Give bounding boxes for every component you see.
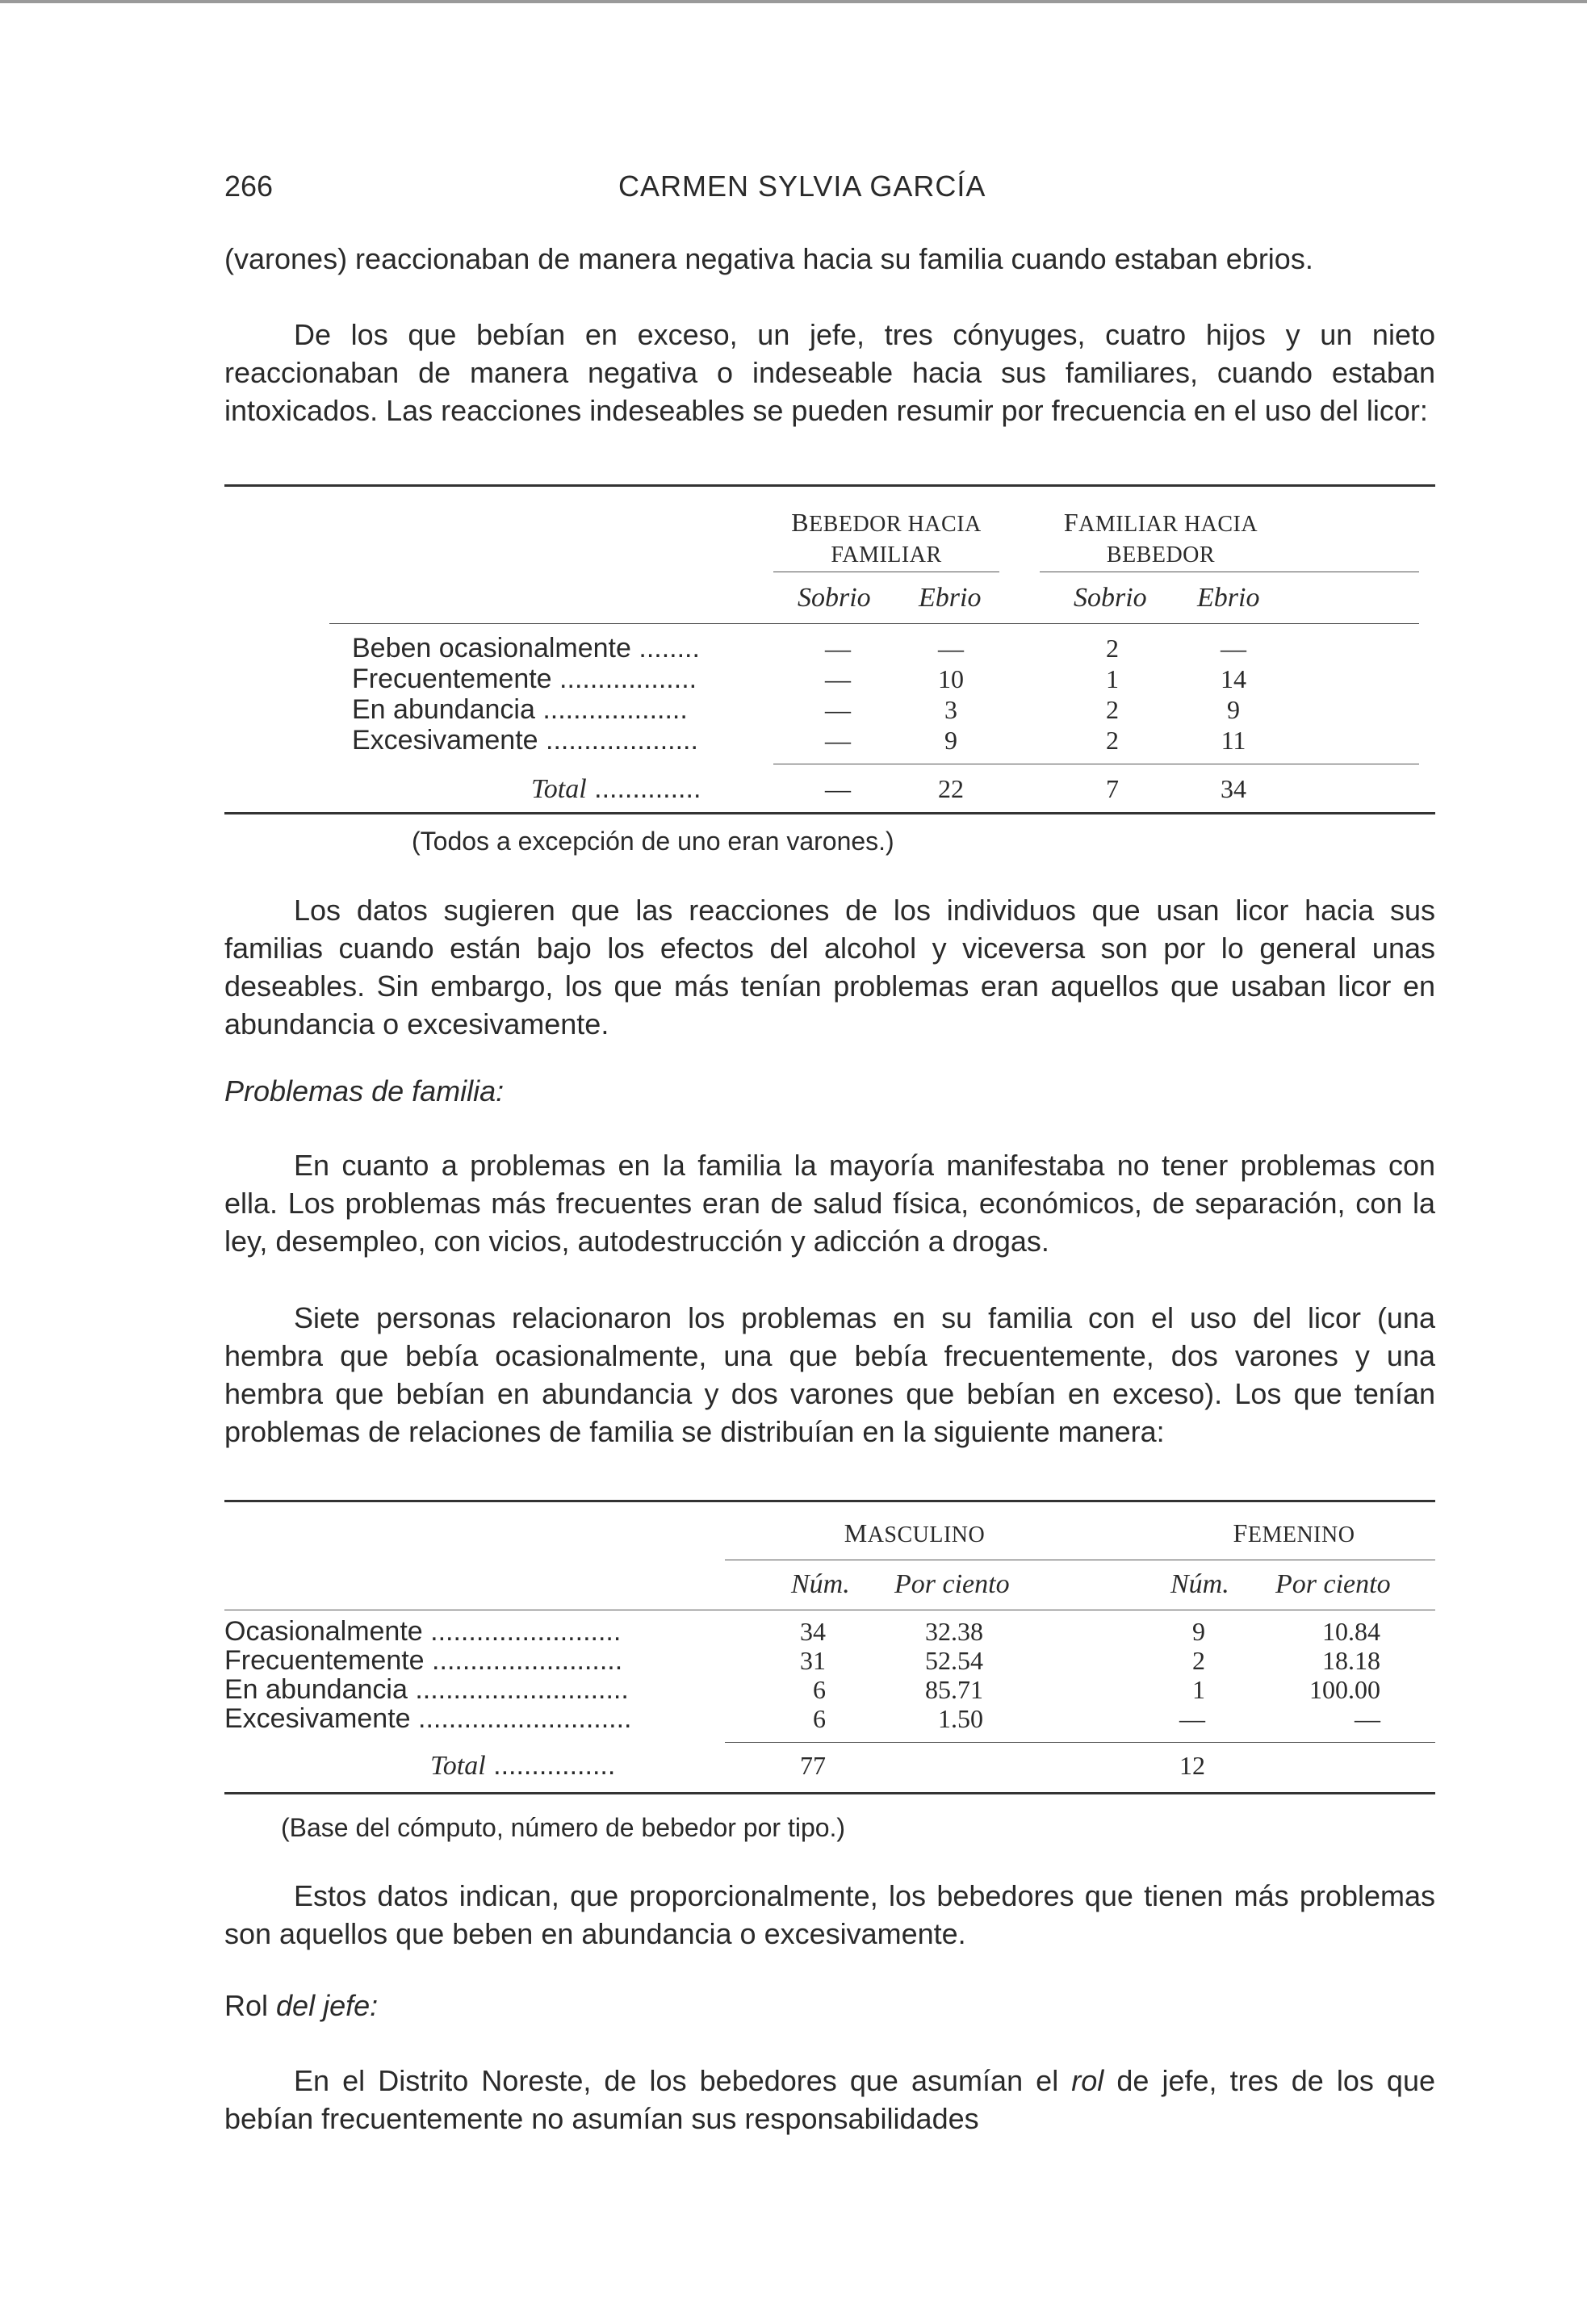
paragraph-3-text: Los datos sugieren que las reacciones de los individuos que usan licor hacia sus familias cuando están bajo los efectos del alcohol y viceversa son por lo general unas deseables. Sin embargo, los que más tenían problemas eran aquellos que usaban licor en abundancia o excesivamente.	[224, 894, 1435, 1041]
paragraph-7	[224, 2062, 1435, 2138]
table-2-cell: 6	[813, 1675, 826, 1704]
table-2-total-cell: 77	[800, 1751, 826, 1780]
table-1-row-label: Beben ocasionalmente ........	[352, 633, 700, 664]
paragraph-5-text: Siete personas relacionaron los problemas en su familia con el uso del licor (una hembra que bebía ocasionalmente, una que bebía frecuentemente, dos varones y una hembra que bebían en abundancia y dos varones que bebían en exceso). Los que tenían problemas de relaciones de familia se distribuían en la siguiente manera:	[224, 1301, 1435, 1448]
table-1-cell: 3	[944, 695, 957, 724]
section-heading-1	[224, 1072, 1435, 1110]
table-1-sub-ebrio-2: Ebrio	[1197, 583, 1260, 613]
paragraph-4-text: En cuanto a problemas en la familia la mayoría manifestaba no tener problemas con ella. Los problemas más frecuentes eran de salud física, económicos, de separación, con la ley, desempleo, con vicios, autodestrucción y adicción a drogas.	[224, 1149, 1435, 1258]
table-2-row-label: En abundancia ............................	[224, 1674, 629, 1705]
section-heading-2	[224, 1987, 1435, 2025]
table-2-bottom-rule	[224, 1792, 1435, 1794]
table-2-cell: 9	[1192, 1617, 1205, 1646]
table-1-total-cell: —	[825, 774, 851, 803]
paragraph-2-text: De los que bebían en exceso, un jefe, tres cónyuges, cuatro hijos y un nieto reaccionaban de manera negativa o indeseable hacia sus familiares, cuando estaban intoxicados. Las reacciones indeseables se pueden resumir por frecuencia en el uso del licor:	[224, 318, 1435, 427]
paragraph-6-text: Estos datos indican, que proporcionalmente, los bebedores que tienen más problemas son aquellos que beben en abundancia o excesivamente.	[224, 1879, 1435, 1950]
table-1-total-cell: 34	[1221, 774, 1246, 803]
table-2-sub-num-2: Núm.	[1170, 1569, 1229, 1599]
table-2-row-label: Ocasionalmente .........................	[224, 1616, 622, 1647]
paragraph-1	[224, 240, 1435, 278]
paragraph-3	[224, 891, 1435, 1043]
table-1-cell: 9	[944, 726, 957, 755]
table-2-total-rule	[725, 1742, 1435, 1743]
table-1-total-cell: 7	[1106, 774, 1119, 803]
paragraph-1-text: (varones) reaccionaban de manera negativa hacia su familia cuando estaban ebrios.	[224, 242, 1313, 275]
table-1-cell: 1	[1106, 664, 1119, 693]
table-2-total-label: Total ................	[430, 1750, 616, 1781]
table-2-cell: 18.18	[1322, 1646, 1380, 1675]
table-2-cell: —	[1179, 1704, 1205, 1733]
table-1-cell: —	[825, 664, 851, 693]
table-2-group-2-header: FEMENINO	[1233, 1518, 1355, 1547]
table-2-cell: 100.00	[1309, 1675, 1380, 1704]
table-1-cell: —	[825, 726, 851, 755]
table-1-header-rule	[329, 623, 1419, 624]
table-1-cell: —	[938, 634, 964, 663]
table-1-group-2-header: FAMILIAR HACIA BEBEDOR	[1063, 508, 1258, 567]
paragraph-6	[224, 1877, 1435, 1953]
table-1-top-rule	[224, 484, 1435, 487]
table-1-cell: 14	[1221, 664, 1246, 693]
table-2-cell: —	[1355, 1704, 1380, 1733]
paragraph-2	[224, 316, 1435, 429]
table-2-group-1-header: MASCULINO	[844, 1518, 986, 1547]
table-1-cell: —	[825, 634, 851, 663]
table-2-cell: 31	[800, 1646, 826, 1675]
table-1-sub-sobrio-1: Sobrio	[798, 583, 871, 613]
table-1-cell: 10	[938, 664, 964, 693]
table-2-row-label: Frecuentemente .........................	[224, 1645, 623, 1676]
table-1-total-label: Total ..............	[531, 773, 701, 804]
running-author: CARMEN SYLVIA GARCÍA	[618, 170, 986, 203]
running-header	[224, 170, 1435, 210]
table-1-cell: 9	[1227, 695, 1240, 724]
table-2-top-rule	[224, 1500, 1435, 1502]
table-2-sub-pct-1: Por ciento	[894, 1569, 1010, 1599]
table-1-sub-sobrio-2: Sobrio	[1074, 583, 1147, 613]
table-2-cell: 6	[813, 1704, 826, 1733]
page-top-edge	[0, 0, 1587, 3]
table-1-note: (Todos a excepción de uno eran varones.)	[412, 827, 894, 856]
section-heading-2-text: Rol del jefe:	[224, 1989, 379, 2022]
table-1	[224, 484, 1435, 856]
table-1-cell: —	[825, 695, 851, 724]
table-1-row-label: Excesivamente ....................	[352, 725, 698, 756]
table-2-sub-num-1: Núm.	[791, 1569, 850, 1599]
table-1-cell: 2	[1106, 695, 1119, 724]
table-2-note: (Base del cómputo, número de bebedor por tipo.)	[281, 1813, 846, 1842]
table-2-cell: 34	[800, 1617, 826, 1646]
table-2-cell: 1.50	[938, 1704, 983, 1733]
table-1-row-label: En abundancia ...................	[352, 694, 688, 725]
table-2-cell: 1	[1192, 1675, 1205, 1704]
table-1-cell: 11	[1221, 726, 1246, 755]
table-2-sub-pct-2: Por ciento	[1275, 1569, 1391, 1599]
paragraph-4	[224, 1146, 1435, 1260]
table-2-row-label: Excesivamente ............................	[224, 1703, 632, 1734]
table-2	[224, 1500, 1435, 1842]
table-1-cell: —	[1221, 634, 1246, 663]
table-1-cell: 2	[1106, 634, 1119, 663]
table-1-sub-ebrio-1: Ebrio	[919, 583, 982, 613]
page-number: 266	[224, 170, 274, 203]
section-heading-1-text: Problemas de familia:	[224, 1074, 505, 1108]
table-1-total-cell: 22	[938, 774, 964, 803]
table-2-cell: 2	[1192, 1646, 1205, 1675]
table-1-row-label: Frecuentemente ..................	[352, 664, 697, 694]
paragraph-7-text: En el Distrito Noreste, de los bebedores que asumían el rol de jefe, tres de los que bebían frecuentemente no asumían sus responsabilidades	[224, 2064, 1435, 2135]
table-2-cell: 52.54	[925, 1646, 983, 1675]
table-1-group-1-header: BEBEDOR HACIA FAMILIAR	[791, 508, 982, 567]
table-2-cell: 10.84	[1322, 1617, 1380, 1646]
table-2-cell: 32.38	[925, 1617, 983, 1646]
table-1-cell: 2	[1106, 726, 1119, 755]
table-2-cell: 85.71	[925, 1675, 983, 1704]
table-2-total-cell: 12	[1179, 1751, 1205, 1780]
table-1-bottom-rule	[224, 812, 1435, 814]
paragraph-5	[224, 1299, 1435, 1451]
